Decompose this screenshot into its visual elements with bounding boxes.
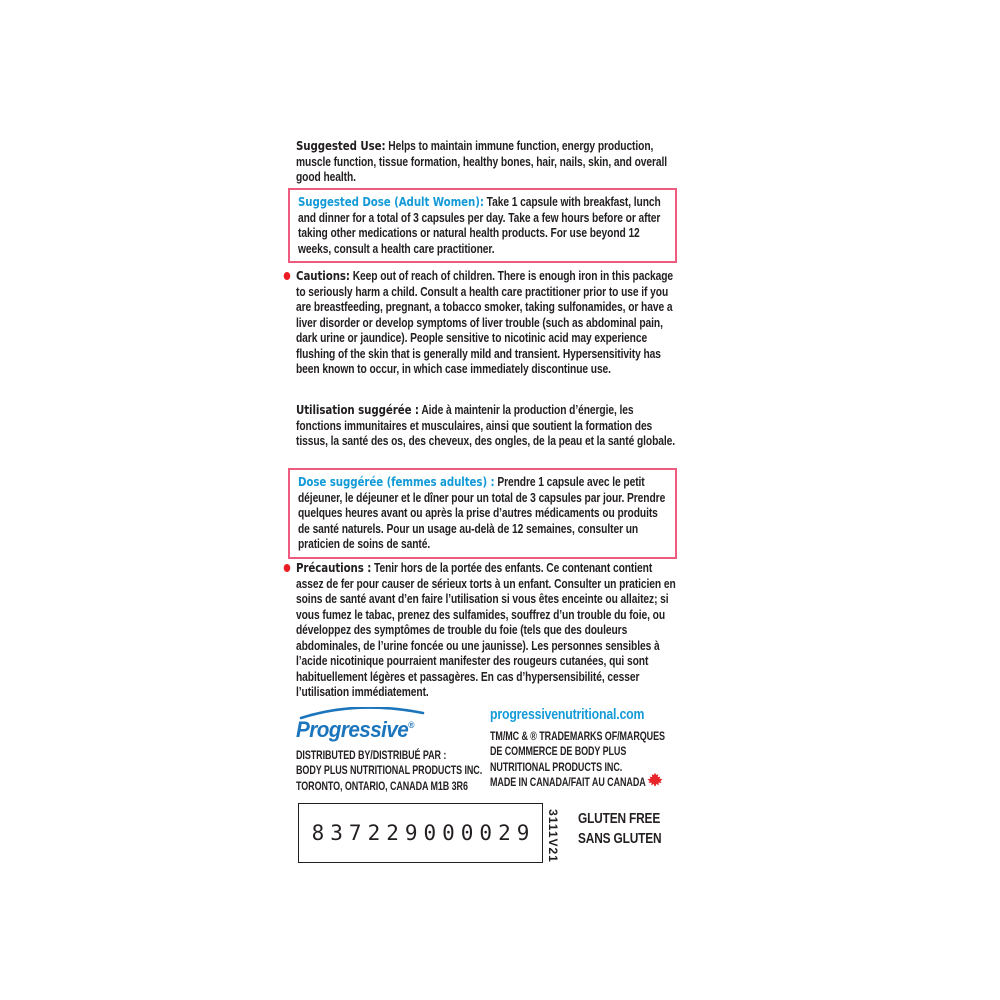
gluten-free-fr: SANS GLUTEN [578,831,662,847]
trademark-line: TM/MC & ® TRADEMARKS OF/MARQUES [490,729,665,743]
suggested-use-body: Helps to maintain immune function, energy production, muscle function, tissue formation, healthy bones, hair, nails, skin, and overall good health. [296,139,668,184]
upc-number: 837229000029 [311,821,536,845]
cautions-heading: Cautions: [296,268,350,283]
website-url: progressivenutritional.com [490,706,645,723]
suggested-dose-text-fr [298,474,667,553]
precautions-section [296,560,680,701]
distributor-line: TORONTO, ONTARIO, CANADA M1B 3R6 [296,778,468,793]
utilisation-section [296,402,680,450]
trademark-line: NUTRITIONAL PRODUCTS INC. [490,759,623,774]
brand-wordmark: Progressive [296,717,409,742]
suggested-use-heading: Suggested Use: [296,138,386,153]
suggested-dose-text-en [298,194,667,257]
suggested-dose-body-fr: Prendre 1 capsule avec le petit déjeuner, le déjeuner et le dîner pour un total de 3 capsules par jour. Prendre quelques heures avant ou après la prise d’autres médicaments ou produits de santé naturels. Pour un usage au-delà de 12 semaines, consulter un praticien de soins de santé. [298,475,666,551]
suggested-use-section [296,138,680,186]
distributor-line: DISTRIBUTED BY/DISTRIBUÉ PAR : [296,748,447,762]
gluten-free-badge [578,809,680,849]
lot-code: 3111V21 [546,809,560,863]
cautions-body: Keep out of reach of children. There is enough iron in this package to seriously harm a child. Consult a health care practitioner prior to use if you are breastfeeding, pregnant, a tobacco smoker, taking sulfonamides, or have a liver disorder or develop symptoms of liver trouble (such as abdominal pain, dark urine or jaundice). People sensitive to nicotinic acid may experience flushing of the skin that is generally mild and transient. Hypersensitivity has been known to occur, in which case immediately discontinue use. [296,269,674,376]
suggested-dose-heading-fr: Dose suggérée (femmes adultes) : [298,474,495,489]
red-bullet-icon [284,272,291,280]
utilisation-heading: Utilisation suggérée : [296,402,419,417]
trademark-line: DE COMMERCE DE BODY PLUS [490,744,627,759]
barcode-box [298,803,543,863]
trademark-info [490,706,730,791]
registered-mark: ® [408,720,415,730]
precautions-body: Tenir hors de la portée des enfants. Ce contenant contient assez de fer pour causer de sérieux torts à un enfant. Consulter un praticien en soins de santé avant d’en faire l’utilisation si vous êtes enceinte ou allaitez; si vous fumez le tabac, prenez des sulfamides, souffrez d’un trouble du foie, ou développez des symptômes de trouble du foie (tels que des douleurs abdominales, de l’urine foncée ou une jaunisse). Les personnes sensibles à l’acide nicotinique pourraient manifester des rougeurs cutanées, qui sont habituellement légères et passagères. En cas d’hypersensibilité, cesser l’utilisation immédiatement. [296,561,676,699]
suggested-dose-box-en [288,188,677,263]
distributor-line: BODY PLUS NUTRITIONAL PRODUCTS INC. [296,763,483,778]
gluten-free-en: GLUTEN FREE [578,811,661,827]
precautions-heading: Précautions : [296,560,372,575]
progressive-logo [296,717,414,743]
red-bullet-icon [284,564,291,572]
suggested-dose-box-fr [288,468,677,559]
utilisation-body: Aide à maintenir la production d’énergie, les fonctions immunitaires et musculaires, ainsi que soutient la formation des tissus, la santé des os, des cheveux, des ongles, de la peau et la santé globale. [296,403,676,448]
suggested-dose-body-en: Take 1 capsule with breakfast, lunch and dinner for a total of 3 capsules per day. Take a few hours before or after taking other medications or natural health products. For use beyond 12 weeks, consult a health care practitioner. [298,195,661,256]
trademark-line: MADE IN CANADA/FAIT AU CANADA [490,775,646,790]
suggested-dose-heading-en: Suggested Dose (Adult Women): [298,194,484,209]
cautions-section [296,268,680,378]
maple-leaf-icon [646,772,664,795]
